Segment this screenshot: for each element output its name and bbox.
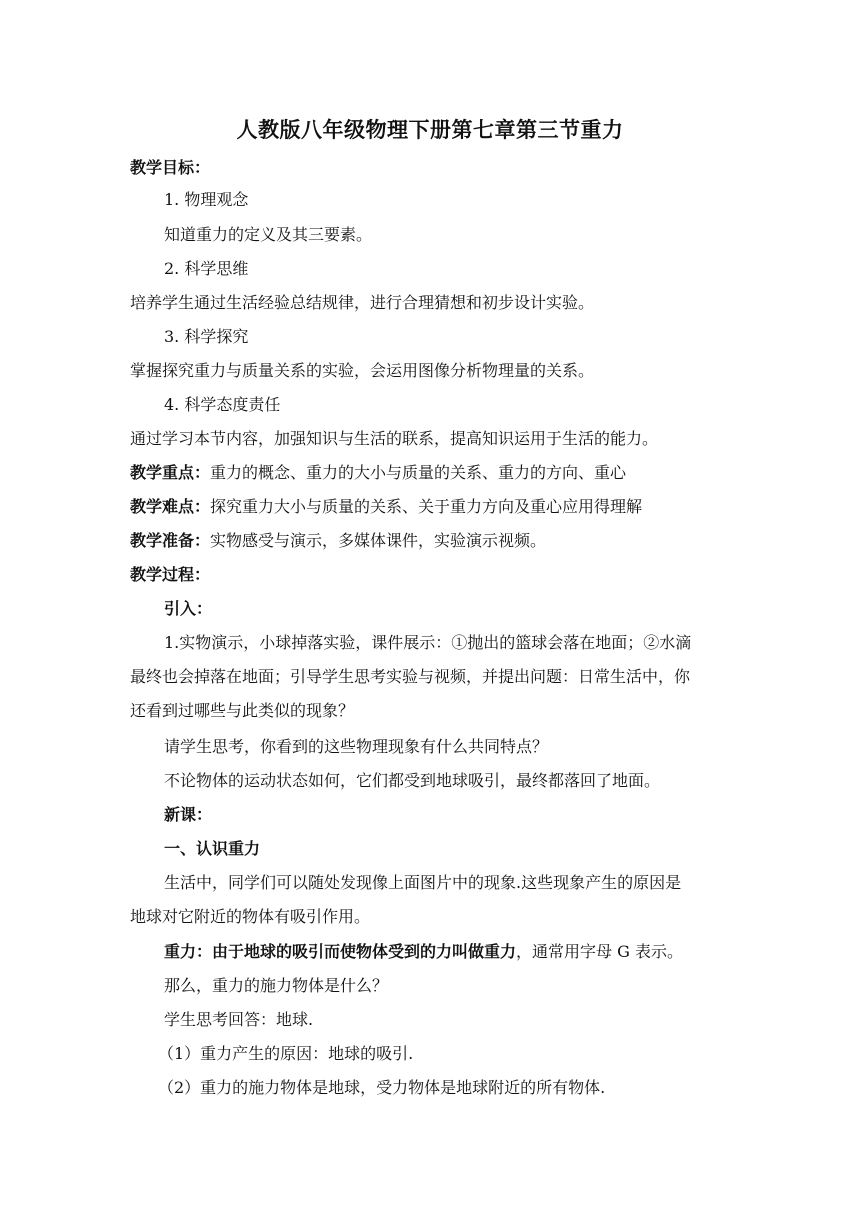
objective-2-desc: 培养学生通过生活经验总结规律，进行合理猜想和初步设计实验。 — [130, 293, 595, 312]
section-1-heading: 一、认识重力 — [164, 839, 261, 858]
preparation: 教学准备：实物感受与演示，多媒体课件，实验演示视频。 — [130, 531, 547, 550]
intro-line-1: 1.实物演示，小球掉落实验，课件展示：①抛出的篮球会落在地面；②水滴 — [164, 633, 692, 652]
objective-1-title: 1. 物理观念 — [164, 190, 249, 209]
point-1: （1）重力产生的原因：地球的吸引. — [158, 1044, 414, 1063]
objective-4-title: 4. 科学态度责任 — [164, 395, 281, 414]
question-1: 请学生思考，你看到的这些物理现象有什么共同特点？ — [164, 737, 549, 756]
intro-heading: 引入： — [164, 599, 213, 618]
section-1-line-2: 地球对它附近的物体有吸引作用。 — [130, 907, 371, 926]
difficulties: 教学难点：探究重力大小与质量的关系、关于重力方向及重心应用得理解 — [130, 497, 643, 516]
objectives-heading: 教学目标： — [130, 158, 211, 177]
gravity-definition: 重力：由于地球的吸引而使物体受到的力叫做重力，通常用字母 G 表示。 — [164, 942, 683, 961]
objective-1-desc: 知道重力的定义及其三要素。 — [164, 225, 373, 244]
question-2: 那么，重力的施力物体是什么？ — [164, 976, 389, 995]
intro-line-2: 最终也会掉落在地面；引导学生思考实验与视频，并提出问题：日常生活中，你 — [130, 667, 691, 686]
objective-2-title: 2. 科学思维 — [164, 259, 249, 278]
section-1-line-1: 生活中，同学们可以随处发现像上面图片中的现象.这些现象产生的原因是 — [164, 873, 682, 892]
answer-1: 不论物体的运动状态如何，它们都受到地球吸引，最终都落回了地面。 — [164, 771, 661, 790]
objective-4-desc: 通过学习本节内容，加强知识与生活的联系，提高知识运用于生活的能力。 — [130, 429, 659, 448]
point-2: （2）重力的施力物体是地球，受力物体是地球附近的所有物体. — [158, 1078, 606, 1097]
answer-2: 学生思考回答：地球. — [164, 1010, 314, 1029]
objective-3-title: 3. 科学探究 — [164, 327, 249, 346]
intro-line-3: 还看到过哪些与此类似的现象？ — [130, 701, 355, 720]
document-title: 人教版八年级物理下册第七章第三节重力 — [236, 118, 624, 142]
new-lesson-heading: 新课： — [164, 805, 213, 824]
process-heading: 教学过程： — [130, 565, 211, 584]
objective-3-desc: 掌握探究重力与质量关系的实验，会运用图像分析物理量的关系。 — [130, 361, 595, 380]
key-points: 教学重点：重力的概念、重力的大小与质量的关系、重力的方向、重心 — [130, 463, 627, 482]
